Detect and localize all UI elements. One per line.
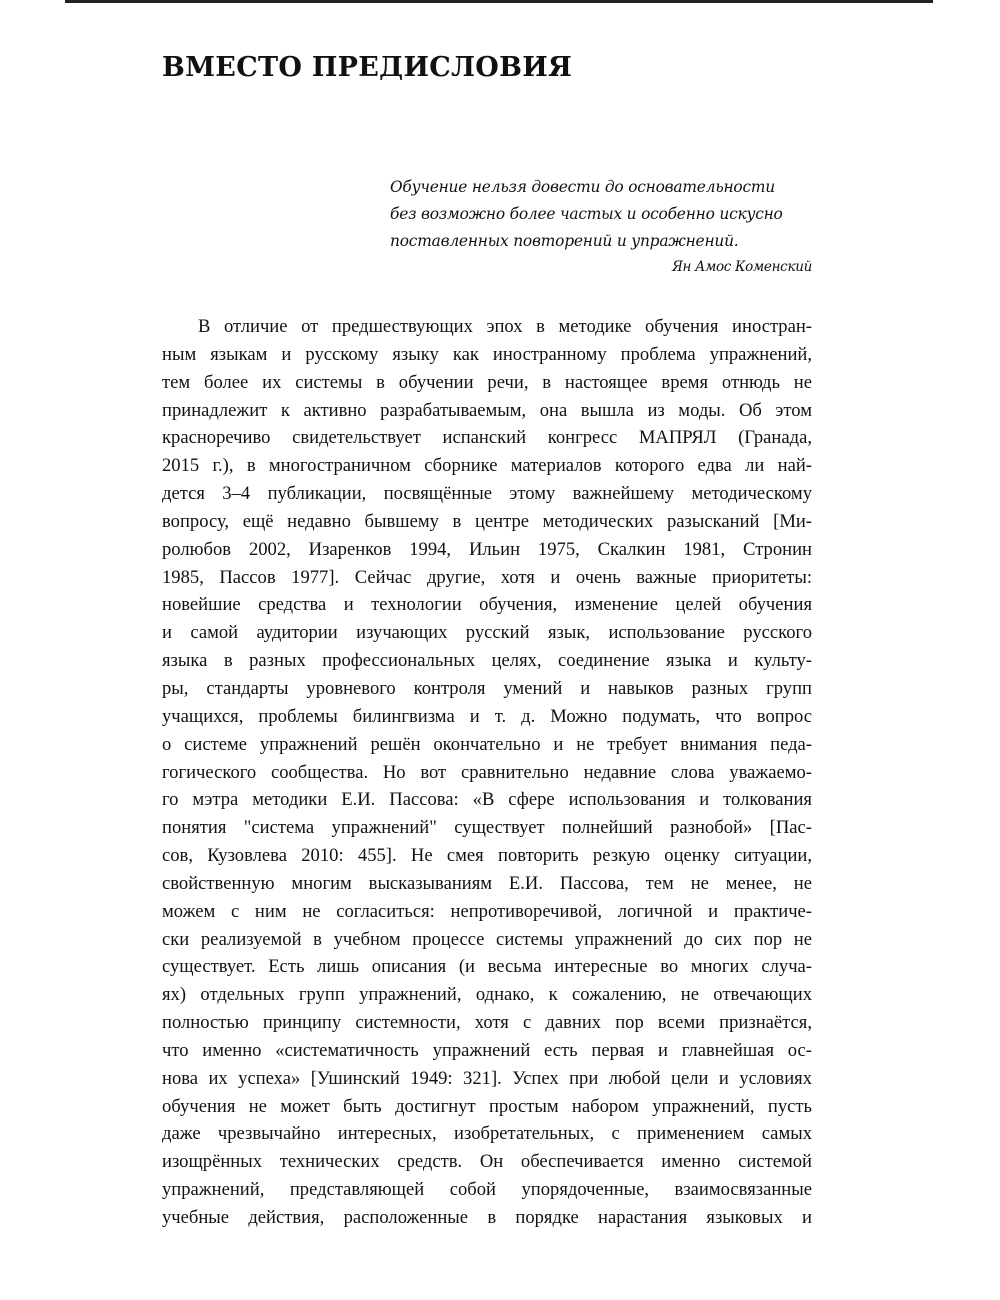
body-line: учебные действия, расположенные в порядке нарастания языковых и <box>162 1207 812 1228</box>
body-line: 2015 г.), в многостраничном сборнике материалов которого едва ли най- <box>162 455 812 477</box>
body-line: можем с ним не согласиться: непротиворечивой, логичной и практиче- <box>162 900 812 922</box>
body-line: ски реализуемой в учебном процессе системы упражнений до сих пор не <box>162 928 812 950</box>
body-line: упражнений, представляющей собой упорядоченные, взаимосвязанные <box>162 1179 812 1201</box>
body-line: учащихся, проблемы билингвизма и т. д. Можно подумать, что вопрос <box>162 705 812 727</box>
body-line: понятия "система упражнений" существует полнейший разнобой» [Пас- <box>162 817 812 839</box>
body-line: свойственную многим высказываниям Е.И. Пассова, тем не менее, не <box>162 872 812 894</box>
body-line: гогического сообщества. Но вот сравнительно недавние слова уважаемо- <box>162 761 812 783</box>
body-line: В отличие от предшествующих эпох в методике обучения иностран- <box>198 316 812 337</box>
chapter-title: ВМЕСТО ПРЕДИСЛОВИЯ <box>162 52 573 83</box>
epigraph-line: Обучение нельзя довести до основательности <box>390 178 776 196</box>
body-line: тем более их системы в обучении речи, в настоящее время отнюдь не <box>162 371 812 393</box>
body-line: 1985, Пассов 1977]. Сейчас другие, хотя и очень важные приоритеты: <box>162 566 812 588</box>
body-line: обучения не может быть достигнут простым набором упражнений, пусть <box>162 1095 812 1117</box>
epigraph-line: поставленных повторений и упражнений. <box>390 232 739 250</box>
body-line: красноречиво свидетельствует испанский конгресс МАПРЯЛ (Гранада, <box>162 427 812 449</box>
body-line: ры, стандарты уровневого контроля умений и навыков разных групп <box>162 677 812 699</box>
top-rule <box>65 0 933 3</box>
body-line: о системе упражнений решён окончательно и не требует внимания педа- <box>162 733 812 755</box>
body-line: языка в разных профессиональных целях, соединение языка и культу- <box>162 650 812 672</box>
body-line: даже чрезвычайно интересных, изобретательных, с применением самых <box>162 1123 812 1145</box>
body-line: изощрённых технических средств. Он обеспечивается именно системой <box>162 1151 812 1173</box>
body-line: го мэтра методики Е.И. Пассова: «В сфере использования и толкования <box>162 789 812 811</box>
body-line: ях) отдельных групп упражнений, однако, к сожалению, не отвечающих <box>162 984 812 1006</box>
body-line: ролюбов 2002, Изаренков 1994, Ильин 1975, Скалкин 1981, Стронин <box>162 538 812 560</box>
body-line: существует. Есть лишь описания (и весьма интересные во многих случа- <box>162 956 812 978</box>
body-line: что именно «систематичность упражнений есть первая и главнейшая ос- <box>162 1039 812 1061</box>
body-line: нова их успеха» [Ушинский 1949: 321]. Успех при любой цели и условиях <box>162 1067 812 1089</box>
epigraph-line: без возможно более частых и особенно искусно <box>390 205 783 223</box>
body-line: и самой аудитории изучающих русский язык, использование русского <box>162 622 812 644</box>
body-paragraph <box>162 313 812 1232</box>
epigraph-author: Ян Амос Коменский <box>671 259 812 275</box>
body-line: ным языкам и русскому языку как иностранному проблема упражнений, <box>162 343 812 365</box>
body-line: сов, Кузовлева 2010: 455]. Не смея повторить резкую оценку ситуации, <box>162 845 812 867</box>
body-line: новейшие средства и технологии обучения, изменение целей обучения <box>162 594 812 616</box>
body-line: полностью принципу системности, хотя с давних пор всеми признаётся, <box>162 1012 812 1034</box>
body-line: принадлежит к активно разрабатываемым, она вышла из моды. Об этом <box>162 399 812 421</box>
body-line: дется 3–4 публикации, посвящённые этому важнейшему методическому <box>162 483 812 505</box>
epigraph <box>390 174 812 279</box>
body-line: вопросу, ещё недавно бывшему в центре методических разысканий [Ми- <box>162 510 812 532</box>
